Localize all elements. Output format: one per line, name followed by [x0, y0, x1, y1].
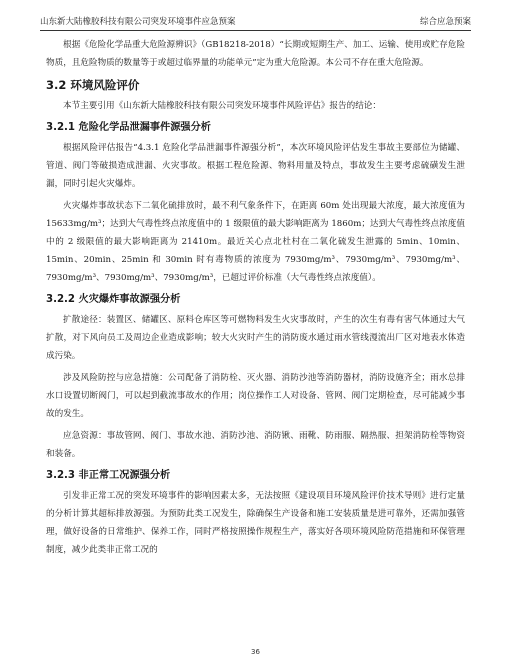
paragraph-3-2: 本节主要引用《山东新大陆橡胶科技有限公司突发环境事件风险评估》报告的结论：	[63, 101, 381, 111]
page-content	[46, 36, 465, 563]
paragraph-3-2-1-a: 根据风险评估报告“4.3.1 危险化学品泄漏事件源强分析”，本次环境风险评估发生事故主要部位为储罐、管道、阀门等破损造成泄漏、火灾事故。根据工程危险源、物料用量及特点，事故发生主要考虑硫磺发生泄漏，同时引起火灾爆炸。	[46, 143, 465, 189]
paragraph-3-2-2-c: 应急资源：事故管网、阀门、事故水池、消防沙池、消防锹、雨靴、防雨服、隔热服、担架消防栓等物资和装备。	[46, 431, 465, 459]
header-company-title: 山东新大陆橡胶科技有限公司突发环境事件应急预案	[40, 17, 236, 27]
paragraph-intro: 根据《危险化学品重大危险源辨识》（GB18218-2018）“长期或短期生产、加工、运输、使用或贮存危险物质，且危险物质的数量等于或超过临界量的功能单元”定为重大危险源。本公司不存在重大危险源。	[46, 40, 465, 68]
subsection-heading-3-2-2: 3.2.2 火灾爆炸事故源强分析	[46, 294, 181, 305]
paragraph-3-2-2-a: 扩散途径：装置区、储罐区、原料仓库区等可燃物料发生火灾事故时，产生的次生有毒有害气体通过大气扩散，对下风向员工及周边企业造成影响；较大火灾时产生的消防废水通过雨水管线漫流出厂区对地表水体造成污染。	[46, 315, 465, 361]
subsection-heading-3-2-1: 3.2.1 危险化学品泄漏事件源强分析	[46, 122, 211, 133]
paragraph-3-2-2-b: 涉及风险防控与应急措施：公司配备了消防栓、灭火器、消防沙池等消防器材，消防设施齐全；雨水总排水口设置切断阀门，可以起到截流事故水的作用；岗位操作工人对设备、管网、阀门定期检查，尽可能减少事故的发生。	[46, 373, 465, 419]
header-doc-type: 综合应急预案	[419, 17, 471, 27]
subsection-heading-3-2-3: 3.2.3 非正常工况源强分析	[46, 470, 171, 481]
page-number: 36	[251, 648, 260, 656]
paragraph-3-2-3: 引发非正常工况的突发环境事件的影响因素太多，无法按照《建设项目环境风险评价技术导则》进行定量的分析计算其超标排放源强。为预防此类工况发生，除确保生产设备和施工安装质量是进可靠外，还需加强管理，做好设备的日常维护、保养工作，同时严格按照操作规程生产，落实好各项环境风险防范措施和环保管理制度，减少此类非正常工况的	[46, 491, 465, 555]
section-heading-3-2: 3.2 环境风险评价	[46, 78, 140, 92]
paragraph-3-2-1-b: 火灾爆炸事故状态下二氧化硫排放时，最不利气象条件下，在距离 60m 处出现最大浓度，最大浓度值为 15633mg/m³；达到大气毒性终点浓度值中的 1 级限值的最大影响距离为 1860m；达到大气毒性终点浓度值中的 2 级限值的最大影响距离为 21410m。最近关心点北杜村在二氧化硫发生泄露的 5min、10min、15min、20min、25min 和 30min 时有毒物质的浓度为 7930mg/m³、7930mg/m³、7930mg/m³、7930mg/m³、7930mg/m³、7930mg/m³，已超过评价标准（大气毒性终点浓度值）。	[46, 201, 465, 283]
page-header	[40, 11, 471, 31]
